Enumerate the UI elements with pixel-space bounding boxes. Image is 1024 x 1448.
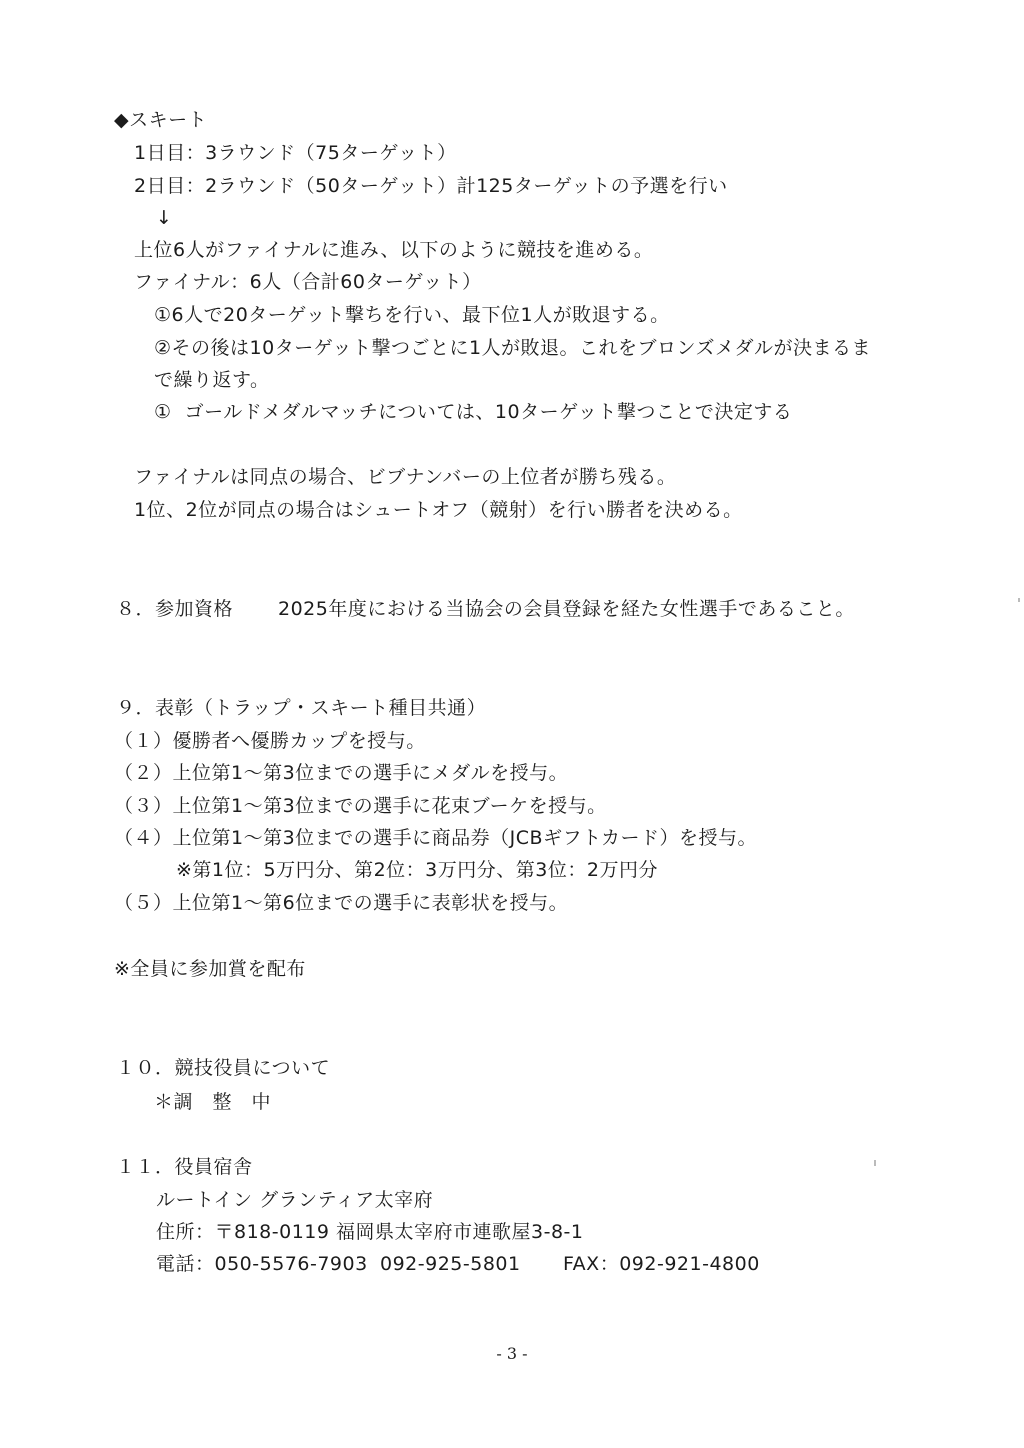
skeet-step1: ①6人で20ターゲット撃ちを行い、最下位1人が敗退する。 [154, 304, 670, 326]
award-item: （４）上位第1～第3位までの選手に商品券（JCBギフトカード）を授与。 [114, 827, 758, 849]
hotel-fax: FAX：092-921-4800 [563, 1253, 760, 1275]
skeet-tie-rule: ファイナルは同点の場合、ビブナンバーの上位者が勝ち残る。 [134, 466, 677, 488]
award-item: （５）上位第1～第6位までの選手に表彰状を授与。 [114, 892, 569, 914]
skeet-step2: ②その後は10ターゲット撃つごとに1人が敗退。これをブロンズメダルが決まるま [154, 337, 871, 359]
skeet-step2-cont: で繰り返す。 [154, 369, 270, 391]
award-item: （１）優勝者へ優勝カップを授与。 [114, 730, 426, 752]
skeet-heading: ◆スキート [114, 109, 208, 131]
section8-heading: ８．参加資格 [116, 598, 234, 620]
down-arrow-icon: ↓ [156, 207, 173, 229]
skeet-top6: 上位6人がファイナルに進み、以下のように競技を進める。 [134, 239, 654, 261]
page-number: - 3 - [496, 1344, 528, 1363]
section10-heading: １０．競技役員について [116, 1057, 331, 1079]
participation-note: ※全員に参加賞を配布 [114, 958, 306, 980]
hotel-phone: 電話：050-5576-7903 [156, 1253, 368, 1275]
section8-text: 2025年度における当協会の会員登録を経た女性選手であること。 [278, 598, 855, 620]
award-item: （２）上位第1～第3位までの選手にメダルを授与。 [114, 762, 569, 784]
hotel-phone-2: 092-925-5801 [380, 1253, 521, 1275]
section11-heading: １１．役員宿舎 [116, 1156, 253, 1178]
hotel-name: ルートイン グランティア太宰府 [156, 1189, 434, 1211]
skeet-day1: 1日目：3ラウンド（75ターゲット） [134, 142, 457, 164]
scan-speck [874, 1160, 876, 1166]
scan-speck [1018, 598, 1020, 602]
section10-note: ＊調 整 中 [154, 1091, 272, 1113]
award-item: （３）上位第1～第3位までの選手に花束ブーケを授与。 [114, 795, 607, 817]
skeet-step3: ① ゴールドメダルマッチについては、10ターゲット撃つことで決定する [154, 401, 793, 423]
hotel-address: 住所：〒818-0119 福岡県太宰府市連歌屋3-8-1 [156, 1221, 584, 1243]
voucher-note: ※第1位：5万円分、第2位：3万円分、第3位：2万円分 [176, 859, 658, 881]
skeet-final: ファイナル：6人（合計60ターゲット） [134, 271, 482, 293]
skeet-day2: 2日目：2ラウンド（50ターゲット）計125ターゲットの予選を行い [134, 175, 728, 197]
skeet-shootoff-rule: 1位、2位が同点の場合はシュートオフ（競射）を行い勝者を決める。 [134, 499, 743, 521]
section9-heading: ９．表彰（トラップ・スキート種目共通） [116, 697, 487, 719]
